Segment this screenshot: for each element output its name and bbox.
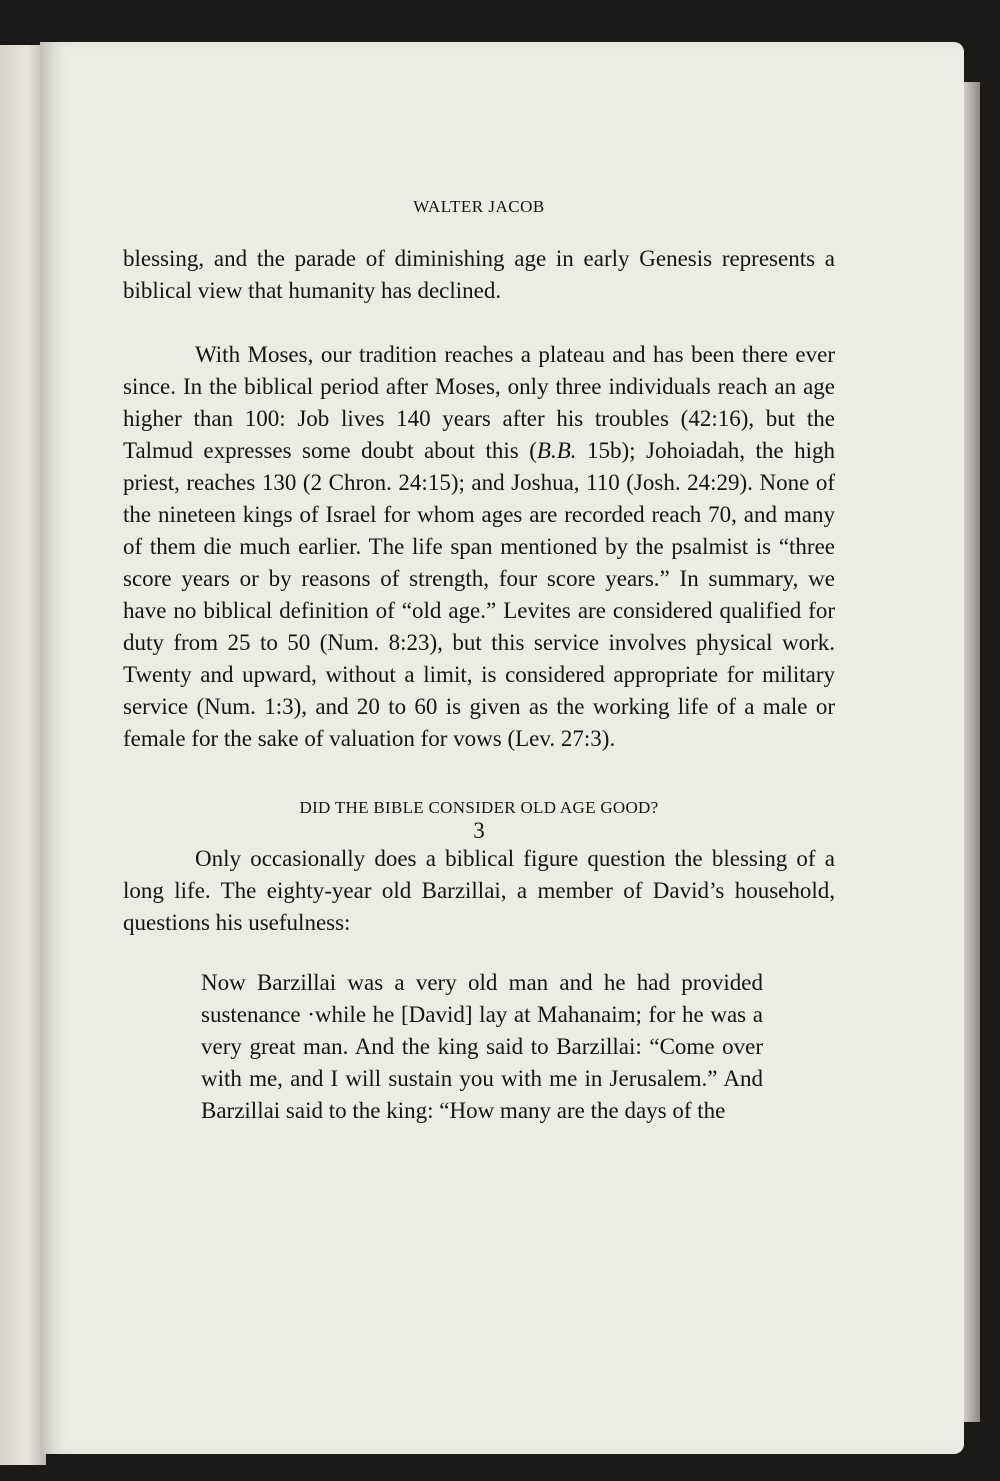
section-heading: DID THE BIBLE CONSIDER OLD AGE GOOD?	[299, 798, 659, 817]
book-page	[40, 42, 964, 1454]
block-quote: Now Barzillai was a very old man and he had provided sustenance ·while he [David] lay at Mahanaim; for he was a very great man. And the king said to Barzillai: “Come over with me, and I will sustain you with me in Jerusalem.” And Barzillai said to the king: “How many are the days of the	[201, 970, 763, 1123]
paragraph-2-citation: B.B.	[536, 438, 577, 463]
paragraph-2	[123, 339, 835, 755]
running-head: WALTER JACOB	[413, 197, 545, 216]
paragraph-2-text-b: 15b); Johoiadah, the high priest, reaches 130 (2 Chron. 24:15); and Joshua, 110 (Josh. 24:29). None of the nineteen kings of Israel for whom ages are recorded reach 70, and many of them die much earlier. The life span mentioned by the psalmist is “three score years or by reasons of strength, four score years.” In summary, we have no biblical definition of “old age.” Levites are considered qualified for duty from 25 to 50 (Num. 8:23), but this service involves physical work. Twenty and upward, without a limit, is considered appropriate for military service (Num. 1:3), and 20 to 60 is given as the working life of a male or female for the sake of valuation for vows (Lev. 27:3).	[123, 438, 835, 751]
body-text	[123, 243, 835, 1127]
paragraph-1: blessing, and the parade of diminishing age in early Genesis represents a biblical view that humanity has declined.	[123, 246, 835, 303]
page-edge	[964, 82, 980, 1422]
page-number: 3	[473, 818, 485, 843]
paragraph-2-text-a: With Moses, our tradition reaches a plateau and has been there ever since. In the biblical period after Moses, only three individuals reach an age higher than 100: Job lives 140 years after his troubles (42:16), but the Talmud expresses some doubt about this (	[123, 342, 835, 463]
paragraph-3: Only occasionally does a biblical figure question the blessing of a long life. The eighty-year old Barzillai, a member of David’s household, questions his usefulness:	[123, 846, 835, 935]
